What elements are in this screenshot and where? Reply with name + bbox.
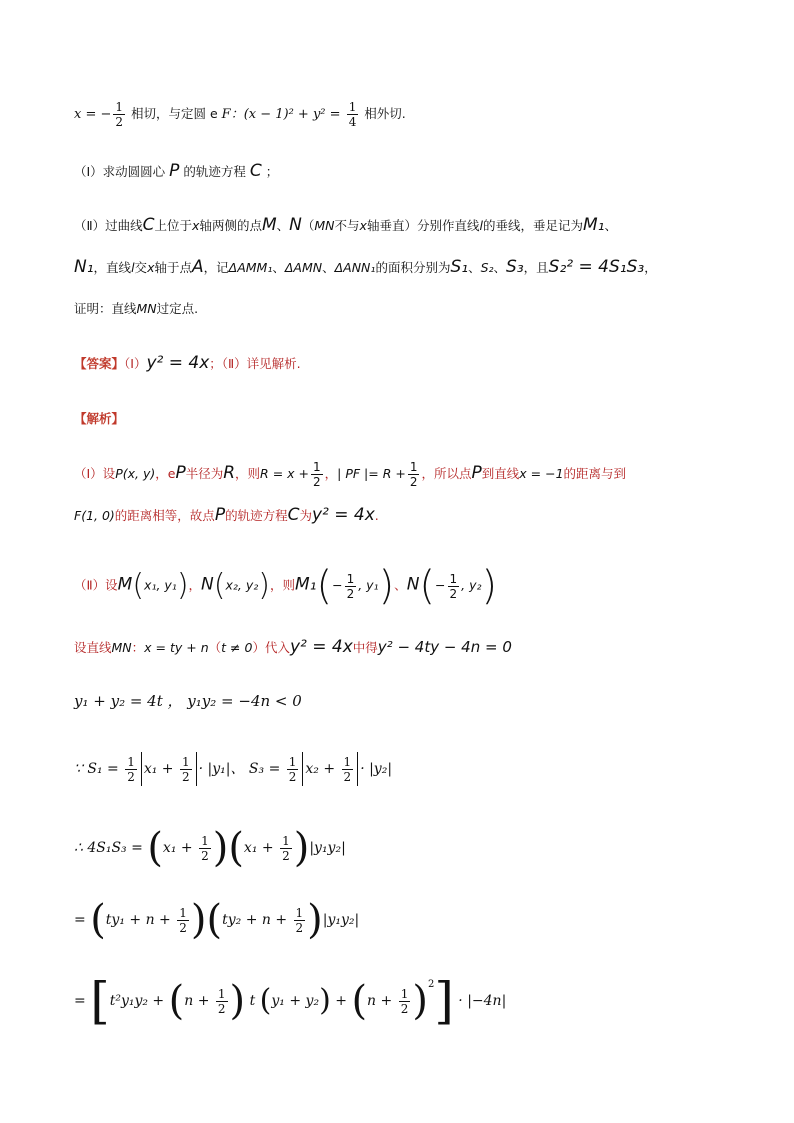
eq-text: x = − xyxy=(74,107,112,122)
problem-part-1: （Ⅰ）求动圆圆心 P 的轨迹方程 C ； xyxy=(74,161,279,181)
analysis-product: ∴ 4S₁S₃ = (x₁ + $\frac{1}{2}$ )(x₁ + $\frac{1}{2}$ )|y₁y₂| xyxy=(74,825,346,871)
problem-line-1: x = − $\frac{1}{2}$ 相切，与定圆 e F：(x − 1)² + y² = $\frac{1}{4}$ 相外切. xyxy=(74,100,406,129)
eq-text: ：(x − 1)² + y² = xyxy=(230,107,345,122)
fraction-quarter: $\frac{1}{4}$ xyxy=(348,100,357,129)
analysis-step-1-cont: F(1, 0)的距离相等，故点P的轨迹方程C为y² = 4x. xyxy=(74,505,379,525)
fraction-half: $\frac{1}{2}$ xyxy=(115,100,124,129)
analysis-expansion: = [t²y₁y₂ + (n + $\frac{1}{2}$ ) t (y₁ + y₂) + (n + $\frac{1}{2}$ )$^2$] · |−4n| xyxy=(74,972,507,1030)
analysis-areas: ∵ S₁ = $\frac{1}{2}$ x₁ + $\frac{1}{2}$ · |y₁|、 S₃ = $\frac{1}{2}$ x₂ + $\frac{1}{2}$ · |y₂| xyxy=(74,752,720,786)
analysis-vieta: y₁ + y₂ = 4t ， y₁y₂ = −4n < 0 xyxy=(74,692,302,710)
problem-part-2-line-3: 证明：直线MN过定点. xyxy=(74,301,199,316)
analysis-label-line xyxy=(74,408,720,430)
text: 相切，与定圆 xyxy=(127,106,207,121)
analysis-substitution: = (ty₁ + n + $\frac{1}{2}$ )(ty₂ + n + $\frac{1}{2}$ )|y₁y₂| xyxy=(74,897,360,943)
problem-part-2-line-2: N₁，直线l交x轴于点A，记ΔAMM₁、ΔAMN、ΔANN₁的面积分别为S₁、S₂、S₃，且S₂² = 4S₁S₃， xyxy=(74,257,657,277)
answer-line: 【答案】（Ⅰ）y² = 4x；（Ⅱ）详见解析. xyxy=(74,353,301,373)
analysis-step-1: （Ⅰ）设P(x, y)，eP半径为R，则R = x + $\frac{1}{2}$ ，| PF |= R + $\frac{1}{2}$ ，所以点P到直线x = −1的距离与到 xyxy=(74,460,627,489)
problem-part-2-line-1: （Ⅱ）过曲线C上位于x轴两侧的点M、N（MN不与x轴垂直）分别作直线l的垂线，垂足记为M₁、 xyxy=(74,215,617,235)
analysis-step-2: （Ⅱ）设M(x₁, y₁)，N(x₂, y₂)，则M₁(− $\frac{1}{2}$ , y₁)、N(− $\frac{1}{2}$ , y₂) xyxy=(74,563,498,609)
analysis-label: 【解析】 xyxy=(74,411,125,426)
answer-label: 【答案】 xyxy=(74,356,125,371)
analysis-line-mn: 设直线MN：x = ty + n（t ≠ 0）代入y² = 4x中得y² − 4ty − 4n = 0 xyxy=(74,637,512,657)
